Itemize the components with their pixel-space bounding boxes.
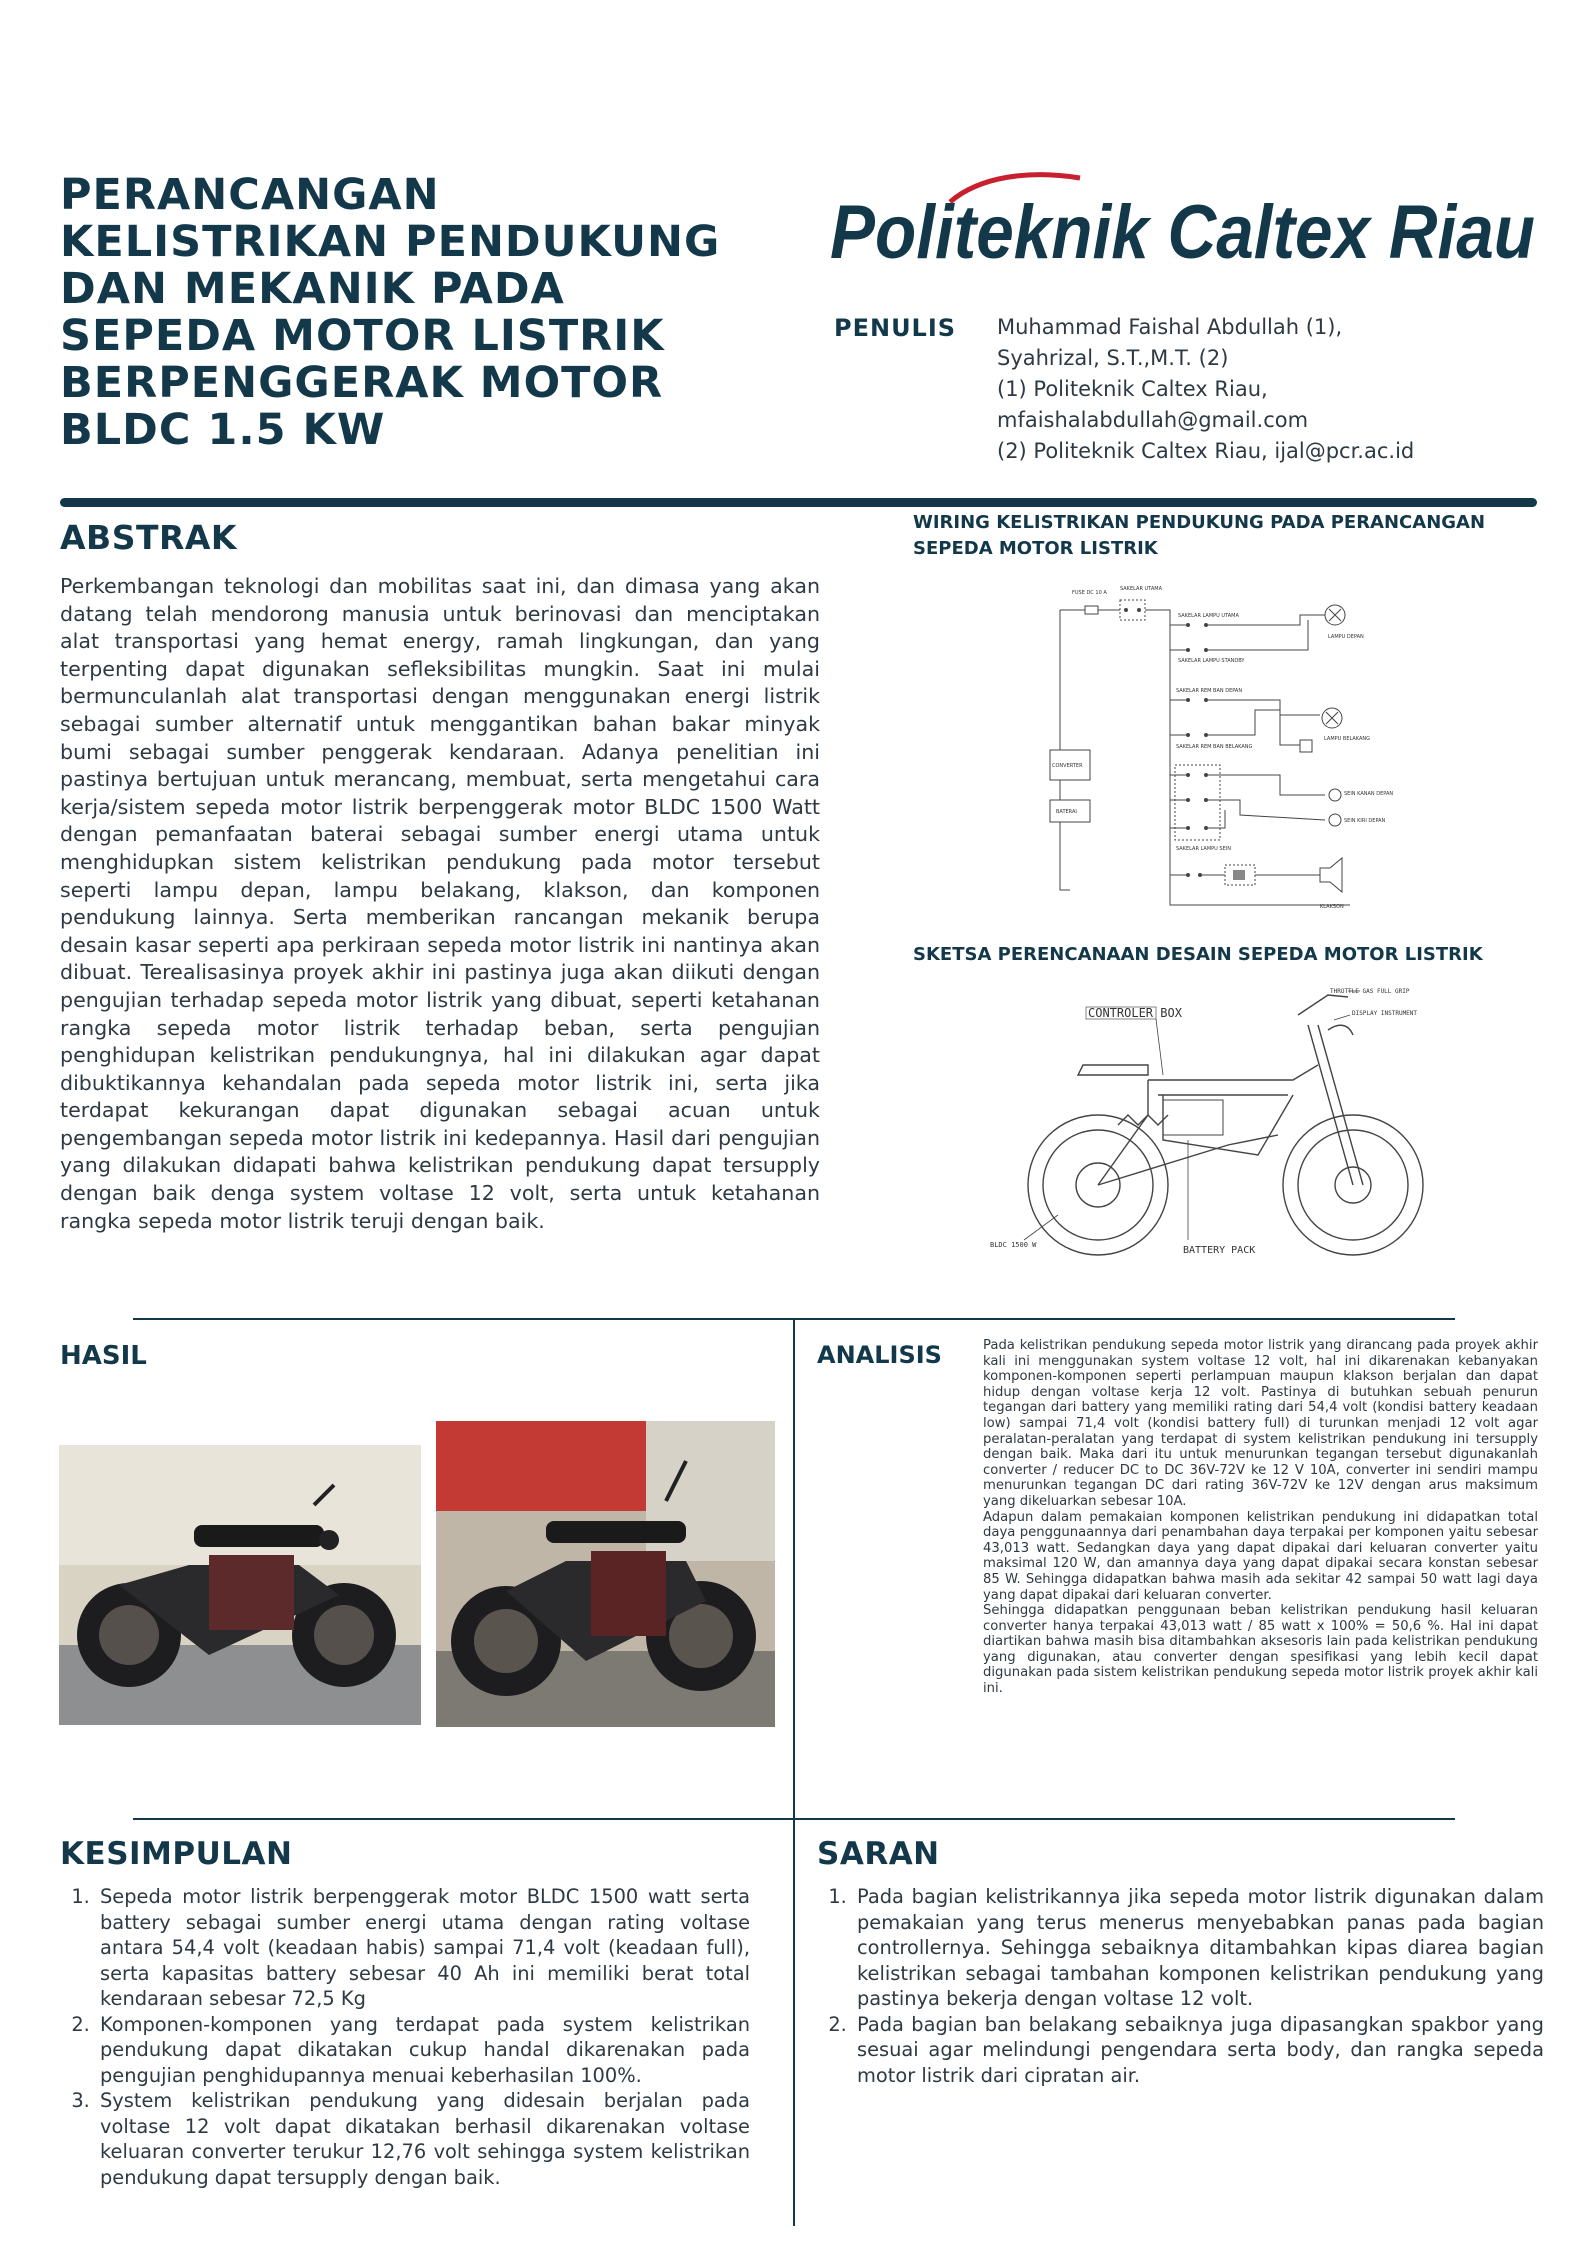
analysis-paragraph: Adapun dalam pemakaian komponen kelistrikan pendukung ini didapatkan total daya penggunaannya dari penambahan daya terpakai per komponen yaitu sebesar 43,013 watt. Sedangkan daya yang dapat dipakai dari keluaran converter yaitu maksimal 120 W, dan amannya daya yang dapat dipakai secara konstan sebesar 85 W. Sehingga didapatkan bahwa masih ada sekitar 42 sampai 50 watt lagi daya yang dapat dipakai dari keluaran converter. — [983, 1509, 1538, 1603]
author-line: Muhammad Faishal Abdullah (1), — [997, 315, 1343, 339]
sketch-label: BLDC 1500 W — [990, 1241, 1037, 1249]
title-line: DAN MEKANIK PADA — [60, 264, 565, 314]
motorcycle-sketch — [988, 985, 1433, 1265]
sketch-caption: SKETSA PERENCANAAN DESAIN SEPEDA MOTOR LISTRIK — [913, 944, 1483, 965]
analysis-paragraph: Pada kelistrikan pendukung sepeda motor listrik yang dirancang pada proyek akhir kali ini menggunakan system voltase 12 volt, hal ini dikarenakan kebanyakan komponen-komponen seperti perlampuan maupun klakson berjalan dan dapat hidup dengan voltase kerja 12 volt. Pastinya di butuhkan sebuah penurun tegangan dari battery yang memiliki rating dari 54,4 volt (kondisi battery keadaan low) sampai 71,4 volt (kondisi battery full) di turunkan menjadi 12 volt agar peralatan-peralatan yang terdapat di system kelistrikan pendukung ini tersupply dengan baik. Maka dari itu untuk menurunkan tegangan tersebut digunakanlah converter / reducer DC to DC 36V-72V ke 12 V 10A, converter ini sendiri mampu menurunkan tegangan DC dari rating 36V-72V ke 12V dengan arus maksimum yang dikeluarkan sebesar 10A. — [983, 1338, 1538, 1509]
wiring-label: CONVERTER — [1052, 763, 1083, 769]
wiring-label: SAKELAR REM BAN BELAKANG — [1176, 744, 1253, 750]
poster-title — [60, 172, 740, 454]
wiring-label: SAKELAR UTAMA — [1120, 586, 1162, 592]
wiring-caption — [913, 510, 1485, 562]
author-email: mfaishalabdullah@gmail.com — [997, 408, 1309, 432]
suggestion-heading: SARAN — [817, 1836, 940, 1872]
list-item: 1. Pada bagian kelistrikannya jika sepeda motor listrik digunakan dalam pemakaian yang terus menerus menyebabkan panas pada bagian controllernya. Sehingga sebaiknya ditambahkan kipas diarea bagian kelistrikan sebagai tambahan komponen kelistrikan pendukung yang pastinya bekerja dengan voltase 12 volt. — [853, 1884, 1544, 2012]
title-line: PERANCANGAN — [60, 170, 440, 220]
analysis-text — [983, 1338, 1538, 1697]
author-line: Syahrizal, S.T.,M.T. (2) — [997, 346, 1229, 370]
sketch-label: DISPLAY INSTRUMENT — [1352, 1010, 1418, 1017]
wiring-label: SAKELAR REM BAN DEPAN — [1176, 688, 1243, 694]
caption-line: SEPEDA MOTOR LISTRIK — [913, 538, 1158, 559]
wiring-diagram — [1050, 570, 1394, 925]
list-item: 1. Sepeda motor listrik berpenggerak motor BLDC 1500 watt serta battery sebagai sumber energi utama dengan rating voltase antara 54,4 volt (keadaan habis) sampai 71,4 volt (keadaan full), serta kapasitas battery sebesar 40 Ah ini memiliki berat total kendaraan sebesar 72,5 Kg — [96, 1884, 750, 2012]
wiring-label: BATERAI — [1056, 809, 1077, 815]
authors-block — [997, 312, 1414, 467]
section-divider — [133, 1818, 1455, 1820]
column-divider — [793, 1318, 795, 2226]
wiring-label: SAKELAR LAMPU STANDBY — [1178, 658, 1245, 664]
wiring-label: KLAKSON — [1320, 904, 1344, 910]
wiring-label: SEIN KANAN DEPAN — [1344, 791, 1394, 797]
abstract-text: Perkembangan teknologi dan mobilitas saat ini, dan dimasa yang akan datang telah mendorong manusia untuk berinovasi dan menciptakan alat transportasi yang hemat energy, ramah lingkungan, dan yang terpenting dapat digunakan sefleksibilitas mungkin. Saat ini mulai bermunculanlah alat transportasi dengan menggunakan energi listrik sebagai sumber alternatif untuk menggantikan bahan bakar minyak bumi sebagai sumber penggerak kendaraan. Adanya penelitian ini pastinya bertujuan untuk merancang, membuat, serta mengetahui cara kerja/sistem sepeda motor listrik berpenggerak motor BLDC 1500 Watt dengan pemanfaatan baterai sebagai sumber energi utama untuk menghidupkan sistem kelistrikan pendukung pada motor tersebut seperti lampu depan, lampu belakang, klakson, dan komponen pendukung lainnya. Serta memberikan rancangan mekanik berupa desain kasar seperti apa perkiraan sepeda motor listrik ini nantinya akan dibuat. Terealisasinya proyek akhir ini pastinya juga akan diikuti dengan pengujian terhadap sepeda motor listrik yang dibuat, seperti ketahanan rangka sepeda motor listrik terhadap beban, serta pengujian penghidupan kelistrikan pendukungnya, hal ini dilakukan agar dapat dibuktikannya kehandalan pada sepeda motor listrik ini, serta jika terdapat kekurangan dapat digunakan sebagai acuan untuk pengembangan sepeda motor listrik ini kedepannya. Hasil dari pengujian yang dilakukan didapati bahwa kelistrikan pendukung dapat tersupply dengan baik denga system voltase 12 volt, serta untuk ketahanan rangka sepeda motor listrik teruji dengan baik. — [60, 574, 820, 1233]
wiring-label: SAKELAR LAMPU UTAMA — [1178, 613, 1239, 619]
list-item: 2. Pada bagian ban belakang sebaiknya juga dipasangkan spakbor yang sesuai agar melindungi pengendara serta body, dan rangka sepeda motor listrik dari cipratan air. — [853, 2012, 1544, 2089]
list-item: 3. System kelistrikan pendukung yang didesain berjalan pada voltase 12 volt dapat dikatakan berhasil dikarenakan voltase keluaran converter terukur 12,76 volt sehingga system kelistrikan pendukung dapat tersupply dengan baik. — [96, 2088, 750, 2190]
wiring-label: LAMPU DEPAN — [1328, 634, 1364, 640]
institution-logo — [830, 168, 1540, 278]
author-line: (1) Politeknik Caltex Riau, — [997, 377, 1268, 401]
author-line: (2) Politeknik Caltex Riau, ijal@pcr.ac.id — [997, 439, 1415, 463]
title-line: KELISTRIKAN PENDUKUNG — [60, 217, 721, 267]
results-heading: HASIL — [60, 1341, 147, 1371]
logo-text: Politeknik Caltex Riau — [830, 190, 1535, 275]
list-item: 2. Komponen-komponen yang terdapat pada system kelistrikan pendukung dapat dikatakan cukup handal dikarenakan pada pengujian penghidupannya menuai keberhasilan 100%. — [96, 2012, 750, 2089]
sketch-label: BATTERY PACK — [1183, 1245, 1256, 1256]
title-line: BLDC 1.5 KW — [60, 405, 386, 455]
result-photo-1 — [59, 1445, 421, 1725]
result-photo-2 — [436, 1421, 775, 1727]
wiring-label: FUSE DC 10 A — [1072, 590, 1107, 596]
wiring-label: SEIN KIRI DEPAN — [1344, 818, 1386, 824]
wiring-label: LAMPU BELAKANG — [1324, 736, 1371, 742]
sketch-label: THROTTLE GAS FULL GRIP — [1330, 988, 1410, 995]
conclusion-heading: KESIMPULAN — [60, 1836, 293, 1872]
suggestion-list — [817, 1884, 1544, 2088]
authors-label: PENULIS — [834, 314, 957, 342]
abstract-heading: ABSTRAK — [60, 518, 237, 557]
sketch-label: CONTROLER BOX — [1088, 1006, 1182, 1020]
conclusion-list — [60, 1884, 750, 2190]
title-line: SEPEDA MOTOR LISTRIK — [60, 311, 665, 361]
header-divider — [60, 498, 1537, 507]
analysis-paragraph: Sehingga didapatkan penggunaan beban kelistrikan pendukung hasil keluaran converter hanya terpakai 43,013 watt / 85 watt x 100% = 50,6 %. Hal ini dapat diartikan bahwa masih bisa ditambahkan aksesoris lain pada kelistrikan pendukung yang digunakan, atau converter dengan spesifikasi yang lebih kecil dapat digunakan pada sistem kelistrikan pendukung sepeda motor listrik proyek akhir kali ini. — [983, 1603, 1538, 1697]
caption-line: WIRING KELISTRIKAN PENDUKUNG PADA PERANCANGAN — [913, 512, 1486, 533]
analysis-heading: ANALISIS — [817, 1341, 942, 1369]
wiring-label: SAKELAR LAMPU SEIN — [1176, 846, 1231, 852]
title-line: BERPENGGERAK MOTOR — [60, 358, 664, 408]
